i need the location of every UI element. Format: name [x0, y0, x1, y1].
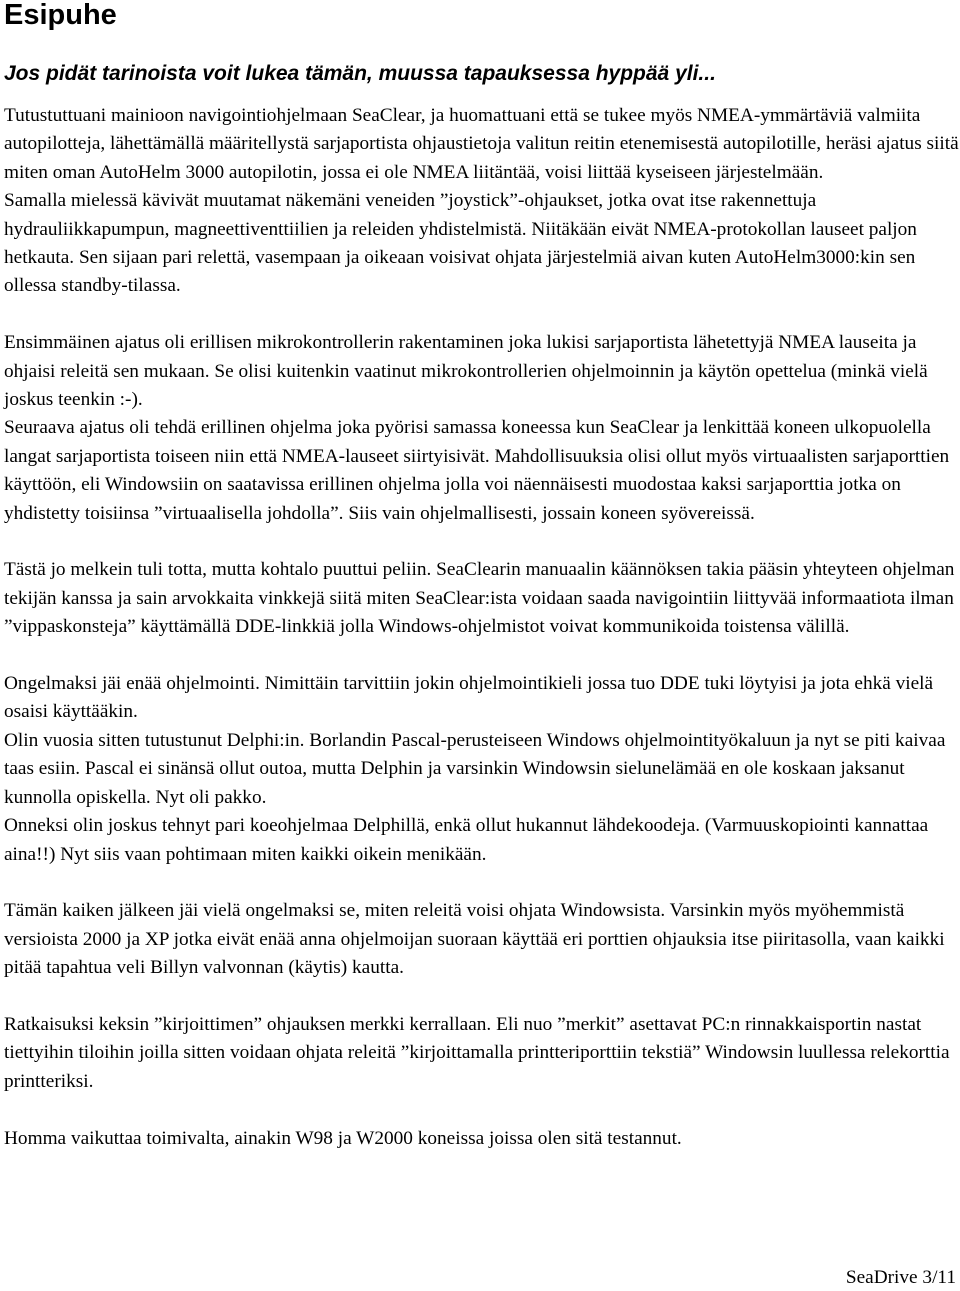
page-number: SeaDrive 3/11	[845, 1267, 956, 1288]
paragraph: Onneksi olin joskus tehnyt pari koeohjelmaa Delphillä, enkä ollut hukannut lähdekoodeja. (Varmuuskopiointi kannattaa aina!!) Nyt siis vaan pohtimaan miten kaikki oikein menikään.	[4, 815, 929, 865]
intro-subheading: Jos pidät tarinoista voit lukea tämän, muussa tapauksessa hyppää yli...	[4, 62, 716, 85]
paragraph: Homma vaikuttaa toimivalta, ainakin W98 ja W2000 koneissa joissa olen sitä testannut.	[4, 1127, 682, 1149]
paragraph: Seuraava ajatus oli tehdä erillinen ohjelma joka pyörisi samassa koneessa kun SeaClear ja lenkittää koneen ulkopuolella langat sarjaportista toiseen niin että NMEA-lauseet siirtyisivät. Mahdollisuuksia olisi ollut myös virtuaalisten sarjaporttien käyttöön, eli Windowsiin on saatavissa erillinen ohjelma jolla voi näennäisesti muodostaa kaksi sarjaporttia jotka on yhdistetty toisiinsa ”virtuaalisella johdolla”. Siis vain ohjelmallisesti, jossain koneen syövereissä.	[4, 417, 950, 524]
paragraph: Ensimmäinen ajatus oli erillisen mikrokontrollerin rakentaminen joka lukisi sarjaportista lähetettyjä NMEA lauseita ja ohjaisi releitä sen mukaan. Se olisi kuitenkin vaatinut mikrokontrollerien ohjelmoinnin ja käytön opettelua (minkä vielä joskus teenkin :-).	[4, 332, 928, 411]
paragraph: Tästä jo melkein tuli totta, mutta kohtalo puuttui peliin. SeaClearin manuaalin käännöksen takia pääsin yhteyteen ohjelman tekijän kanssa ja sain arvokkaita vinkkejä siitä miten SeaClear:ista voidaan saada navigointiin liittyvää informaatiota ilman ”vippaskonsteja” käyttämällä DDE-linkkiä jolla Windows-ohjelmistot voivat kommunikoida toistensa välillä.	[4, 559, 955, 638]
paragraph: Olin vuosia sitten tutustunut Delphi:in. Borlandin Pascal-perusteiseen Windows ohjelmointityökaluun ja nyt se piti kaivaa taas esiin. Pascal ei sinänsä ollut outoa, mutta Delphin ja varsinkin Windowsin sielunelämää en ole koskaan jaksanut kunnolla opiskella. Nyt oli pakko.	[4, 729, 946, 808]
page-title: Esipuhe	[4, 0, 117, 31]
paragraph: Ratkaisuksi keksin ”kirjoittimen” ohjauksen merkki kerrallaan. Eli nuo ”merkit” asettavat PC:n rinnakkaisportin nastat tiettyihin tiloihin joilla sitten voidaan ohjata releitä ”kirjoittamalla printteriporttiin tekstiä” Windowsin luullessa relekorttia printteriksi.	[4, 1013, 950, 1092]
body-text	[4, 102, 960, 1153]
paragraph: Tutustuttuani mainioon navigointiohjelmaan SeaClear, ja huomattuani että se tukee myös NMEA-ymmärtäviä valmiita autopilotteja, lähettämällä määritellystä sarjaportista ohjaustietoja valitun reitin etenemisestä autopilotille, heräsi ajatus siitä miten oman AutoHelm 3000 autopilotin, jossa ei ole NMEA liitäntää, voisi liittää kyseiseen järjestelmään.	[4, 105, 959, 183]
paragraph: Samalla mielessä kävivät muutamat näkemäni veneiden ”joystick”-ohjaukset, jotka ovat itse rakennettuja hydrauliikkapumpun, magneettiventtiilien ja releiden yhdistelmistä. Niitäkään eivät NMEA-protokollan lauseet paljon hetkauta. Sen sijaan pari relettä, vasempaan ja oikeaan voisivat ohjata järjestelmiä aivan kuten AutoHelm3000:kin sen ollessa standby-tilassa.	[4, 190, 917, 297]
paragraph: Tämän kaiken jälkeen jäi vielä ongelmaksi se, miten releitä voisi ohjata Windowsista. Varsinkin myös myöhemmistä versioista 2000 ja XP jotka eivät enää anna ohjelmoijan suoraan käyttää eri porttien ohjauksia itse piiritasolla, vaan kaikki pitää tapahtua veli Billyn valvonnan (käytis) kautta.	[4, 900, 945, 979]
paragraph: Ongelmaksi jäi enää ohjelmointi. Nimittäin tarvittiin jokin ohjelmointikieli jossa tuo DDE tuki löytyisi ja jota ehkä vielä osaisi käyttääkin.	[4, 673, 934, 723]
